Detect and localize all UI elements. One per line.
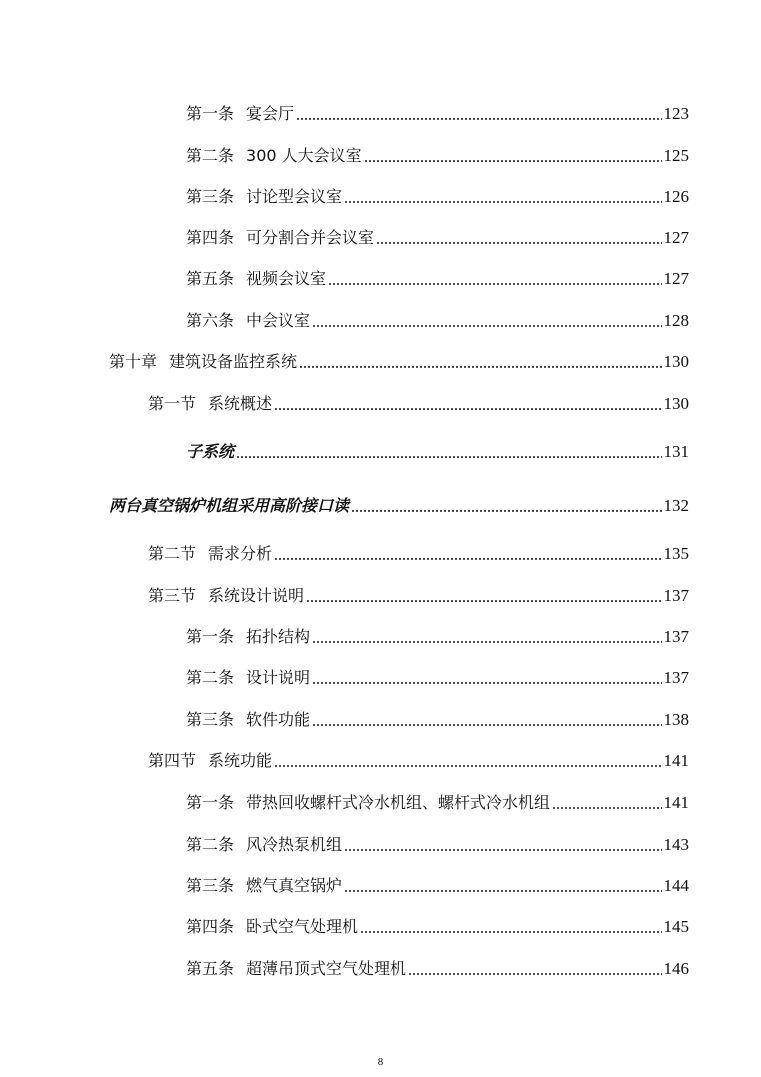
toc-leader-dots <box>376 242 661 244</box>
toc-entry[interactable] <box>186 140 689 166</box>
toc-entry-title: 需求分析 <box>208 544 273 563</box>
toc-entry-title: 视频会议室 <box>246 269 327 288</box>
toc-entry-page: 135 <box>663 544 689 563</box>
toc-leader-dots <box>328 283 661 285</box>
toc-entry-title: 宴会厅 <box>246 104 295 123</box>
toc-entry-number: 第一条 <box>186 104 235 123</box>
toc-leader-dots <box>344 201 661 203</box>
toc-leader-dots <box>344 849 661 851</box>
toc-leader-dots <box>299 366 661 368</box>
toc-entry[interactable] <box>186 829 689 855</box>
toc-entry-title: 超薄吊顶式空气处理机 <box>246 959 407 978</box>
toc-entry-page: 145 <box>663 917 689 936</box>
toc-leader-dots <box>351 510 661 512</box>
toc-entry-page: 125 <box>663 146 689 165</box>
toc-entry[interactable] <box>186 662 689 688</box>
toc-leader-dots <box>236 456 661 458</box>
toc-entry-page: 138 <box>663 710 689 729</box>
toc-entry-title: 设计说明 <box>246 668 311 687</box>
toc-entry-page: 141 <box>663 793 689 812</box>
toc-entry-page: 137 <box>663 668 689 687</box>
toc-entry-page: 143 <box>663 835 689 854</box>
toc-entry[interactable] <box>186 911 689 937</box>
toc-entry-title: 中会议室 <box>246 311 311 330</box>
toc-entry[interactable] <box>186 181 689 207</box>
toc-entry[interactable] <box>186 222 689 248</box>
toc-entry-title: 300 人大会议室 <box>246 146 362 165</box>
toc-leader-dots <box>296 118 661 120</box>
toc-entry-number: 第二条 <box>186 146 235 165</box>
toc-entry-number: 第五条 <box>186 959 235 978</box>
toc-entry-number: 第一节 <box>148 394 197 413</box>
toc-entry-number: 第四条 <box>186 917 235 936</box>
toc-entry-title: 系统功能 <box>208 751 273 770</box>
toc-leader-dots <box>312 724 661 726</box>
toc-entry-page: 130 <box>663 394 689 413</box>
toc-entry-section[interactable] <box>148 388 689 414</box>
toc-entry-title: 风冷热泵机组 <box>246 835 343 854</box>
toc-entry-title: 建筑设备监控系统 <box>169 352 298 371</box>
toc-entry-title: 软件功能 <box>246 710 311 729</box>
toc-entry-title: 子系统 <box>186 442 235 461</box>
toc-entry-page: 141 <box>663 751 689 770</box>
toc-leader-dots <box>274 765 661 767</box>
toc-entry-chapter[interactable] <box>109 346 689 372</box>
toc-entry[interactable] <box>186 870 689 896</box>
toc-leader-dots <box>364 160 662 162</box>
toc-entry-page: 128 <box>663 311 689 330</box>
toc-entry-title: 可分割合并会议室 <box>246 228 375 247</box>
toc-leader-dots <box>360 931 661 933</box>
toc-entry-section[interactable] <box>148 745 689 771</box>
toc-leader-dots <box>552 807 661 809</box>
toc-entry[interactable] <box>186 621 689 647</box>
toc-entry-number: 第十章 <box>109 352 158 371</box>
toc-entry-number: 第四条 <box>186 228 235 247</box>
toc-entry-page: 132 <box>663 496 689 515</box>
toc-entry-section[interactable] <box>148 538 689 564</box>
toc-leader-dots <box>312 682 661 684</box>
toc-entry[interactable] <box>186 305 689 331</box>
toc-leader-dots <box>408 973 661 975</box>
toc-entry-page: 146 <box>663 959 689 978</box>
toc-entry-title: 系统设计说明 <box>208 586 305 605</box>
toc-entry-number: 第一条 <box>186 793 235 812</box>
toc-entry-number: 第三节 <box>148 586 197 605</box>
toc-entry-number: 第三条 <box>186 710 235 729</box>
toc-entry-page: 137 <box>663 586 689 605</box>
toc-entry-title: 拓扑结构 <box>246 627 311 646</box>
toc-entry[interactable] <box>186 98 689 124</box>
toc-entry-title: 带热回收螺杆式冷水机组、螺杆式冷水机组 <box>246 793 551 812</box>
toc-entry-page: 131 <box>663 442 689 461</box>
toc-leader-dots <box>312 325 661 327</box>
toc-entry-number: 第三条 <box>186 876 235 895</box>
toc-entry-number: 第四节 <box>148 751 197 770</box>
toc-leader-dots <box>344 890 661 892</box>
toc-entry-page: 126 <box>663 187 689 206</box>
toc-entry-number: 第二节 <box>148 544 197 563</box>
toc-entry-title: 卧式空气处理机 <box>246 917 359 936</box>
toc-entry[interactable] <box>186 704 689 730</box>
toc-entry-number: 第二条 <box>186 668 235 687</box>
toc-entry-page: 137 <box>663 627 689 646</box>
toc-entry-number: 第五条 <box>186 269 235 288</box>
toc-leader-dots <box>274 408 661 410</box>
toc-entry-section[interactable] <box>148 580 689 606</box>
toc-entry-page: 130 <box>663 352 689 371</box>
toc-entry-title: 讨论型会议室 <box>246 187 343 206</box>
toc-entry[interactable] <box>186 953 689 979</box>
toc-entry-page: 144 <box>663 876 689 895</box>
toc-entry-page: 127 <box>663 228 689 247</box>
toc-entry-number: 第六条 <box>186 311 235 330</box>
toc-entry-bold[interactable] <box>186 436 689 462</box>
toc-entry[interactable] <box>186 263 689 289</box>
toc-entry-title: 系统概述 <box>208 394 273 413</box>
toc-entry-number: 第三条 <box>186 187 235 206</box>
toc-entry-number: 第一条 <box>186 627 235 646</box>
toc-leader-dots <box>312 641 661 643</box>
toc-entry-bold[interactable] <box>109 490 689 516</box>
toc-entry-page: 127 <box>663 269 689 288</box>
toc-entry-number: 第二条 <box>186 835 235 854</box>
toc-entry-page: 123 <box>663 104 689 123</box>
page-number: 8 <box>377 1056 384 1068</box>
toc-entry[interactable] <box>186 787 689 813</box>
toc-entry-title: 燃气真空锅炉 <box>246 876 343 895</box>
toc-entry-title: 两台真空锅炉机组采用高阶接口读 <box>109 496 350 515</box>
toc-leader-dots <box>274 558 661 560</box>
toc-leader-dots <box>306 600 661 602</box>
